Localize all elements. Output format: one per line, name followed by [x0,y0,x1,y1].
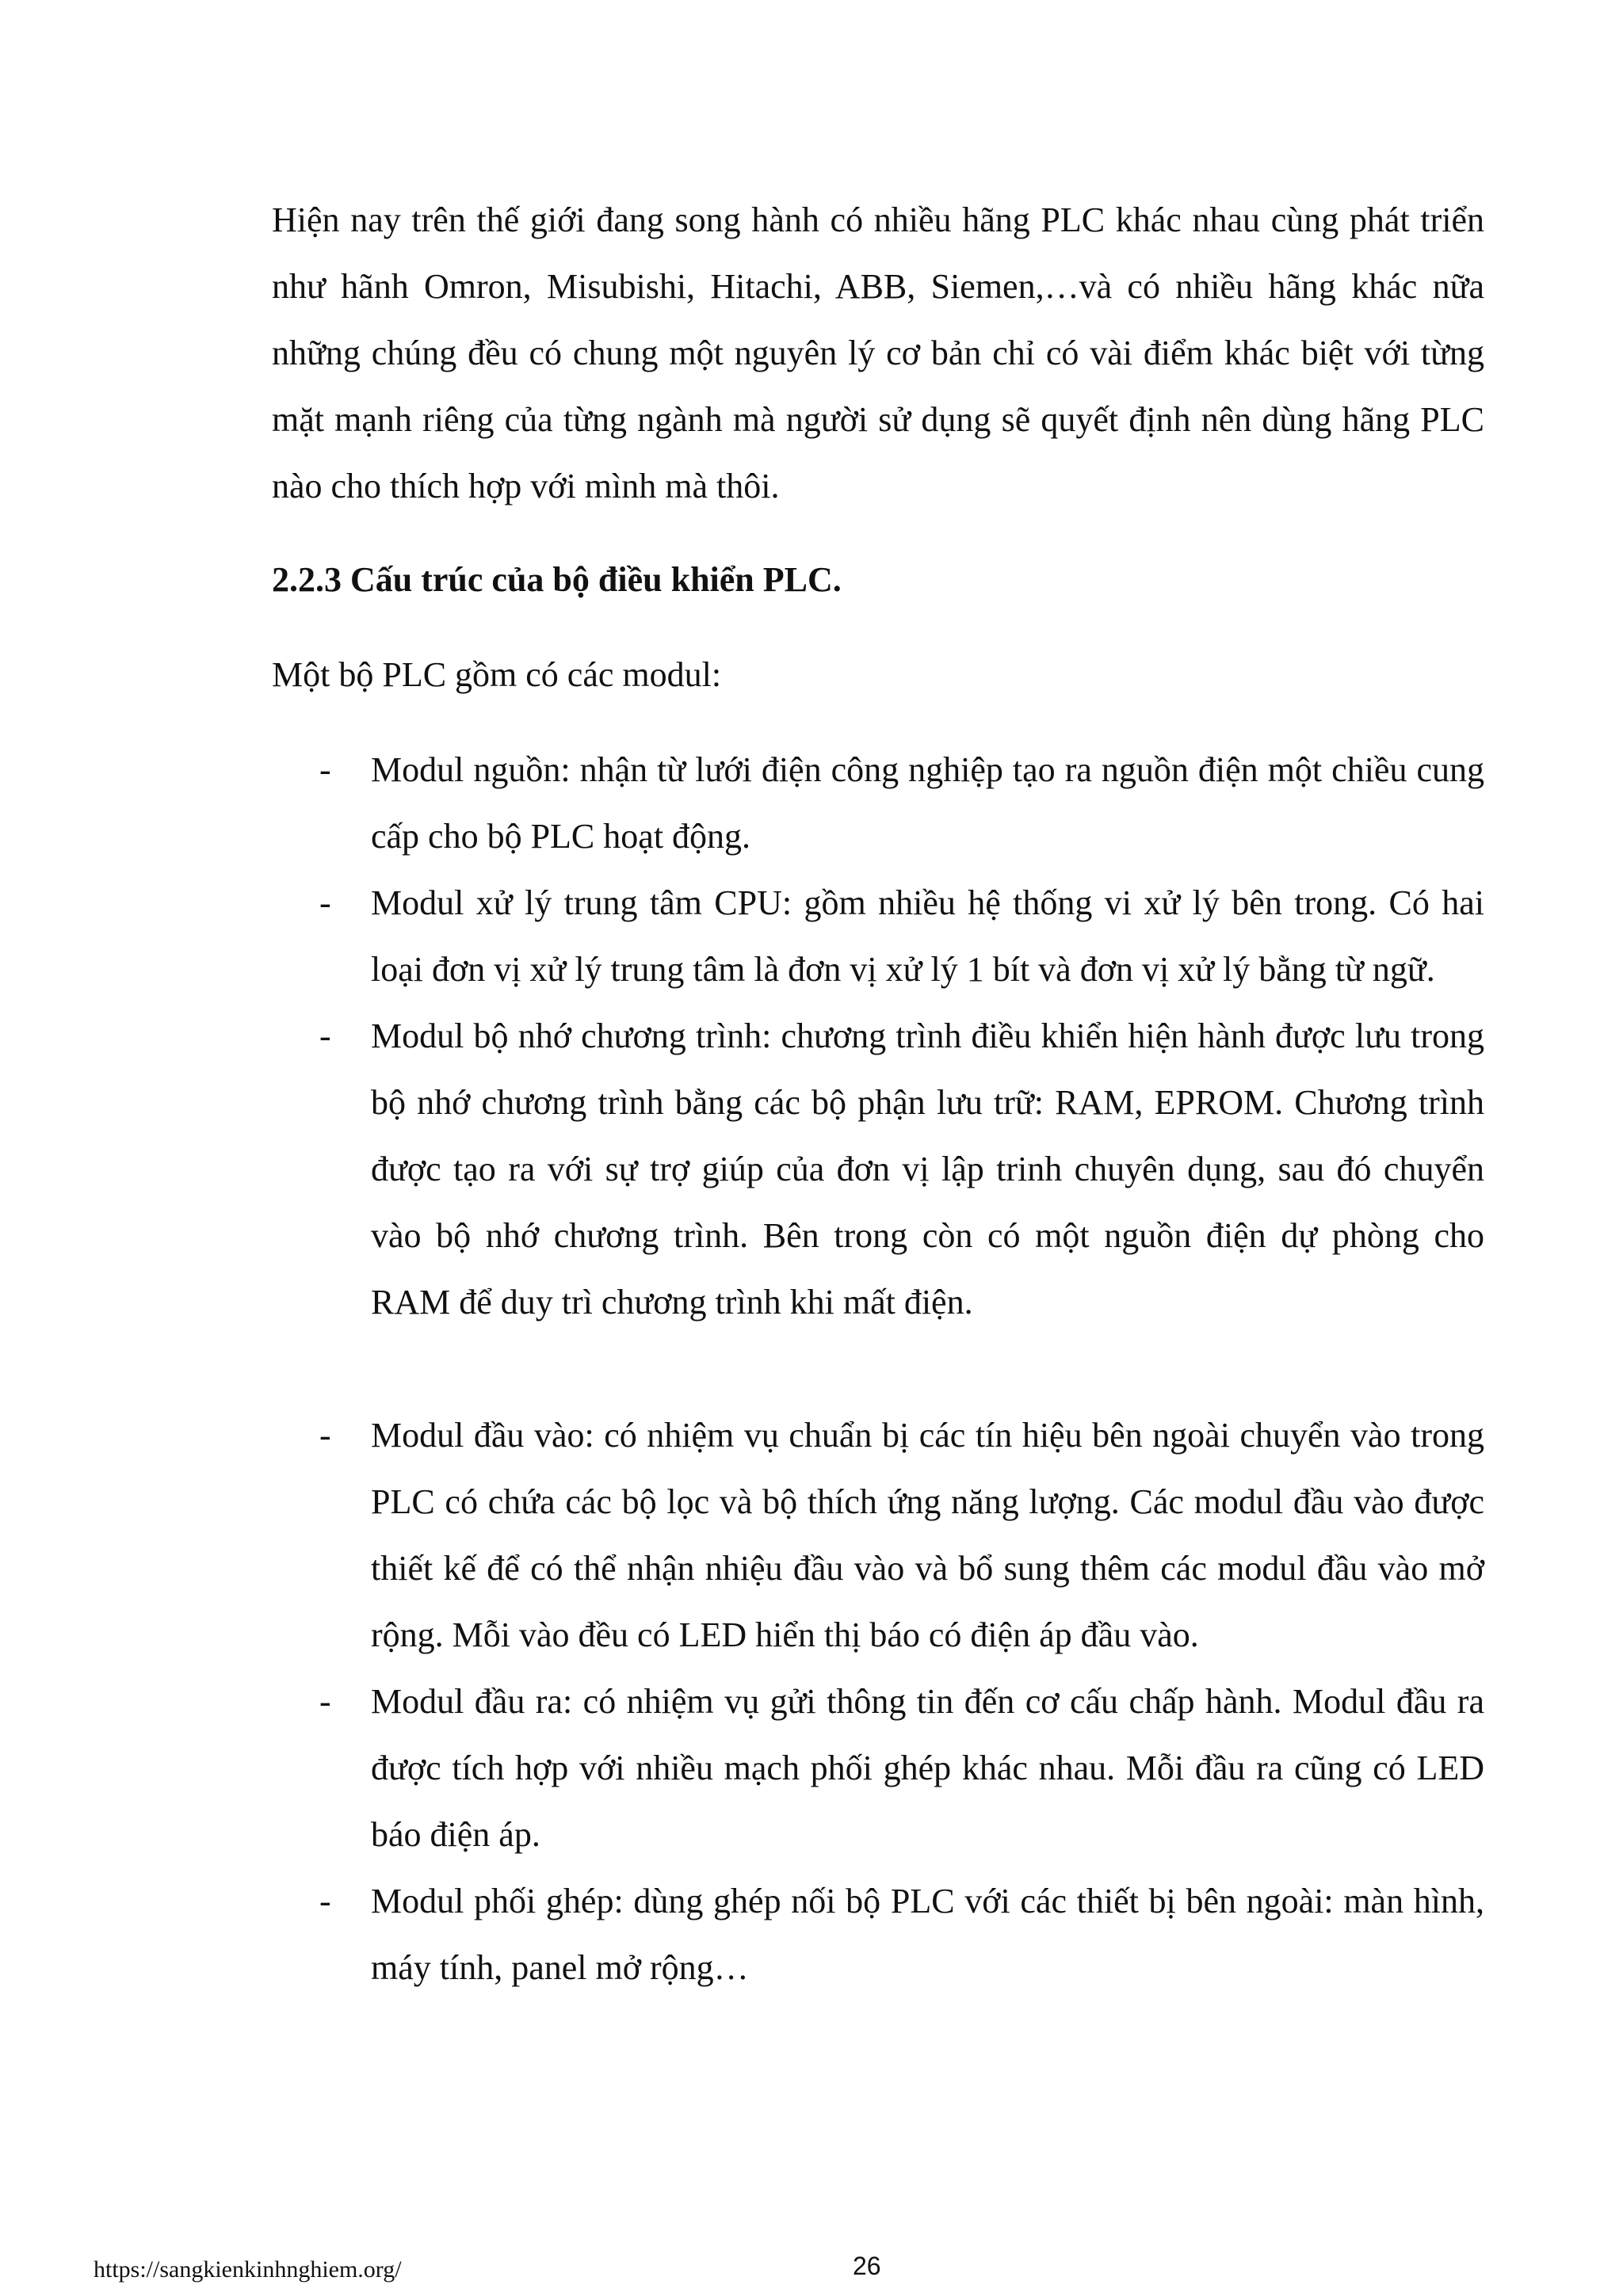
list-item [272,870,1484,1003]
list-item [272,737,1484,870]
list-item [272,1868,1484,2001]
list-bullet: - [319,883,331,922]
list-bullet: - [319,1016,331,1055]
page-content [272,187,1484,2001]
list-bullet: - [319,1416,331,1455]
list-bullet: - [319,750,331,789]
list-item-text: Modul đầu ra: có nhiệm vụ gửi thông tin đến cơ cấu chấp hành. Modul đầu ra được tích hợp với nhiều mạch phối ghép khác nhau. Mỗi đầu ra cũng có LED báo điện áp. [371,1682,1484,1854]
list-item-text: Modul bộ nhớ chương trình: chương trình điều khiển hiện hành được lưu trong bộ nhớ chương trình bằng các bộ phận lưu trữ: RAM, EPROM. Chương trình được tạo ra với sự trợ giúp của đơn vị lập trinh chuyên dụng, sau đó chuyển vào bộ nhớ chương trình. Bên trong còn có một nguồn điện dự phòng cho RAM để duy trì chương trình khi mất điện. [371,1016,1484,1322]
list-item-text: Modul nguồn: nhận từ lưới điện công nghiệp tạo ra nguồn điện một chiều cung cấp cho bộ PLC hoạt động. [371,750,1484,856]
list-item [272,1669,1484,1868]
list-bullet: - [319,1882,331,1920]
module-list [272,737,1484,2001]
intro-paragraph: Hiện nay trên thế giới đang song hành có nhiều hãng PLC khác nhau cùng phát triển như hãnh Omron, Misubishi, Hitachi, ABB, Siemen,…và có nhiều hãng khác nữa những chúng đều có chung một nguyên lý cơ bản chỉ có vài điểm khác biệt với từng mặt mạnh riêng của từng ngành mà người sử dụng sẽ quyết định nên dùng hãng PLC nào cho thích hợp với mình mà thôi. [272,200,1484,505]
module-list-intro: Một bộ PLC gồm có các modul: [272,655,722,694]
list-item-text: Modul xử lý trung tâm CPU: gồm nhiều hệ thống vi xử lý bên trong. Có hai loại đơn vị xử lý trung tâm là đơn vị xử lý 1 bít và đơn vị xử lý bằng từ ngữ. [371,883,1484,989]
list-bullet: - [319,1682,331,1721]
footer-url: https://sangkienkinhnghiem.org/ [94,2256,402,2283]
list-item [272,1402,1484,1669]
section-heading: 2.2.3 Cấu trúc của bộ điều khiển PLC. [272,560,842,599]
list-item-text: Modul đầu vào: có nhiệm vụ chuẩn bị các tín hiệu bên ngoài chuyển vào trong PLC có chứa các bộ lọc và bộ thích ứng năng lượng. Các modul đầu vào được thiết kế để có thể nhận nhiệu đầu vào và bổ sung thêm các modul đầu vào mở rộng. Mỗi vào đều có LED hiển thị báo có điện áp đầu vào. [371,1416,1484,1654]
list-item-text: Modul phối ghép: dùng ghép nối bộ PLC với các thiết bị bên ngoài: màn hình, máy tính, panel mở rộng… [371,1882,1484,1987]
list-item [272,1003,1484,1336]
page-number: 26 [853,2252,881,2280]
